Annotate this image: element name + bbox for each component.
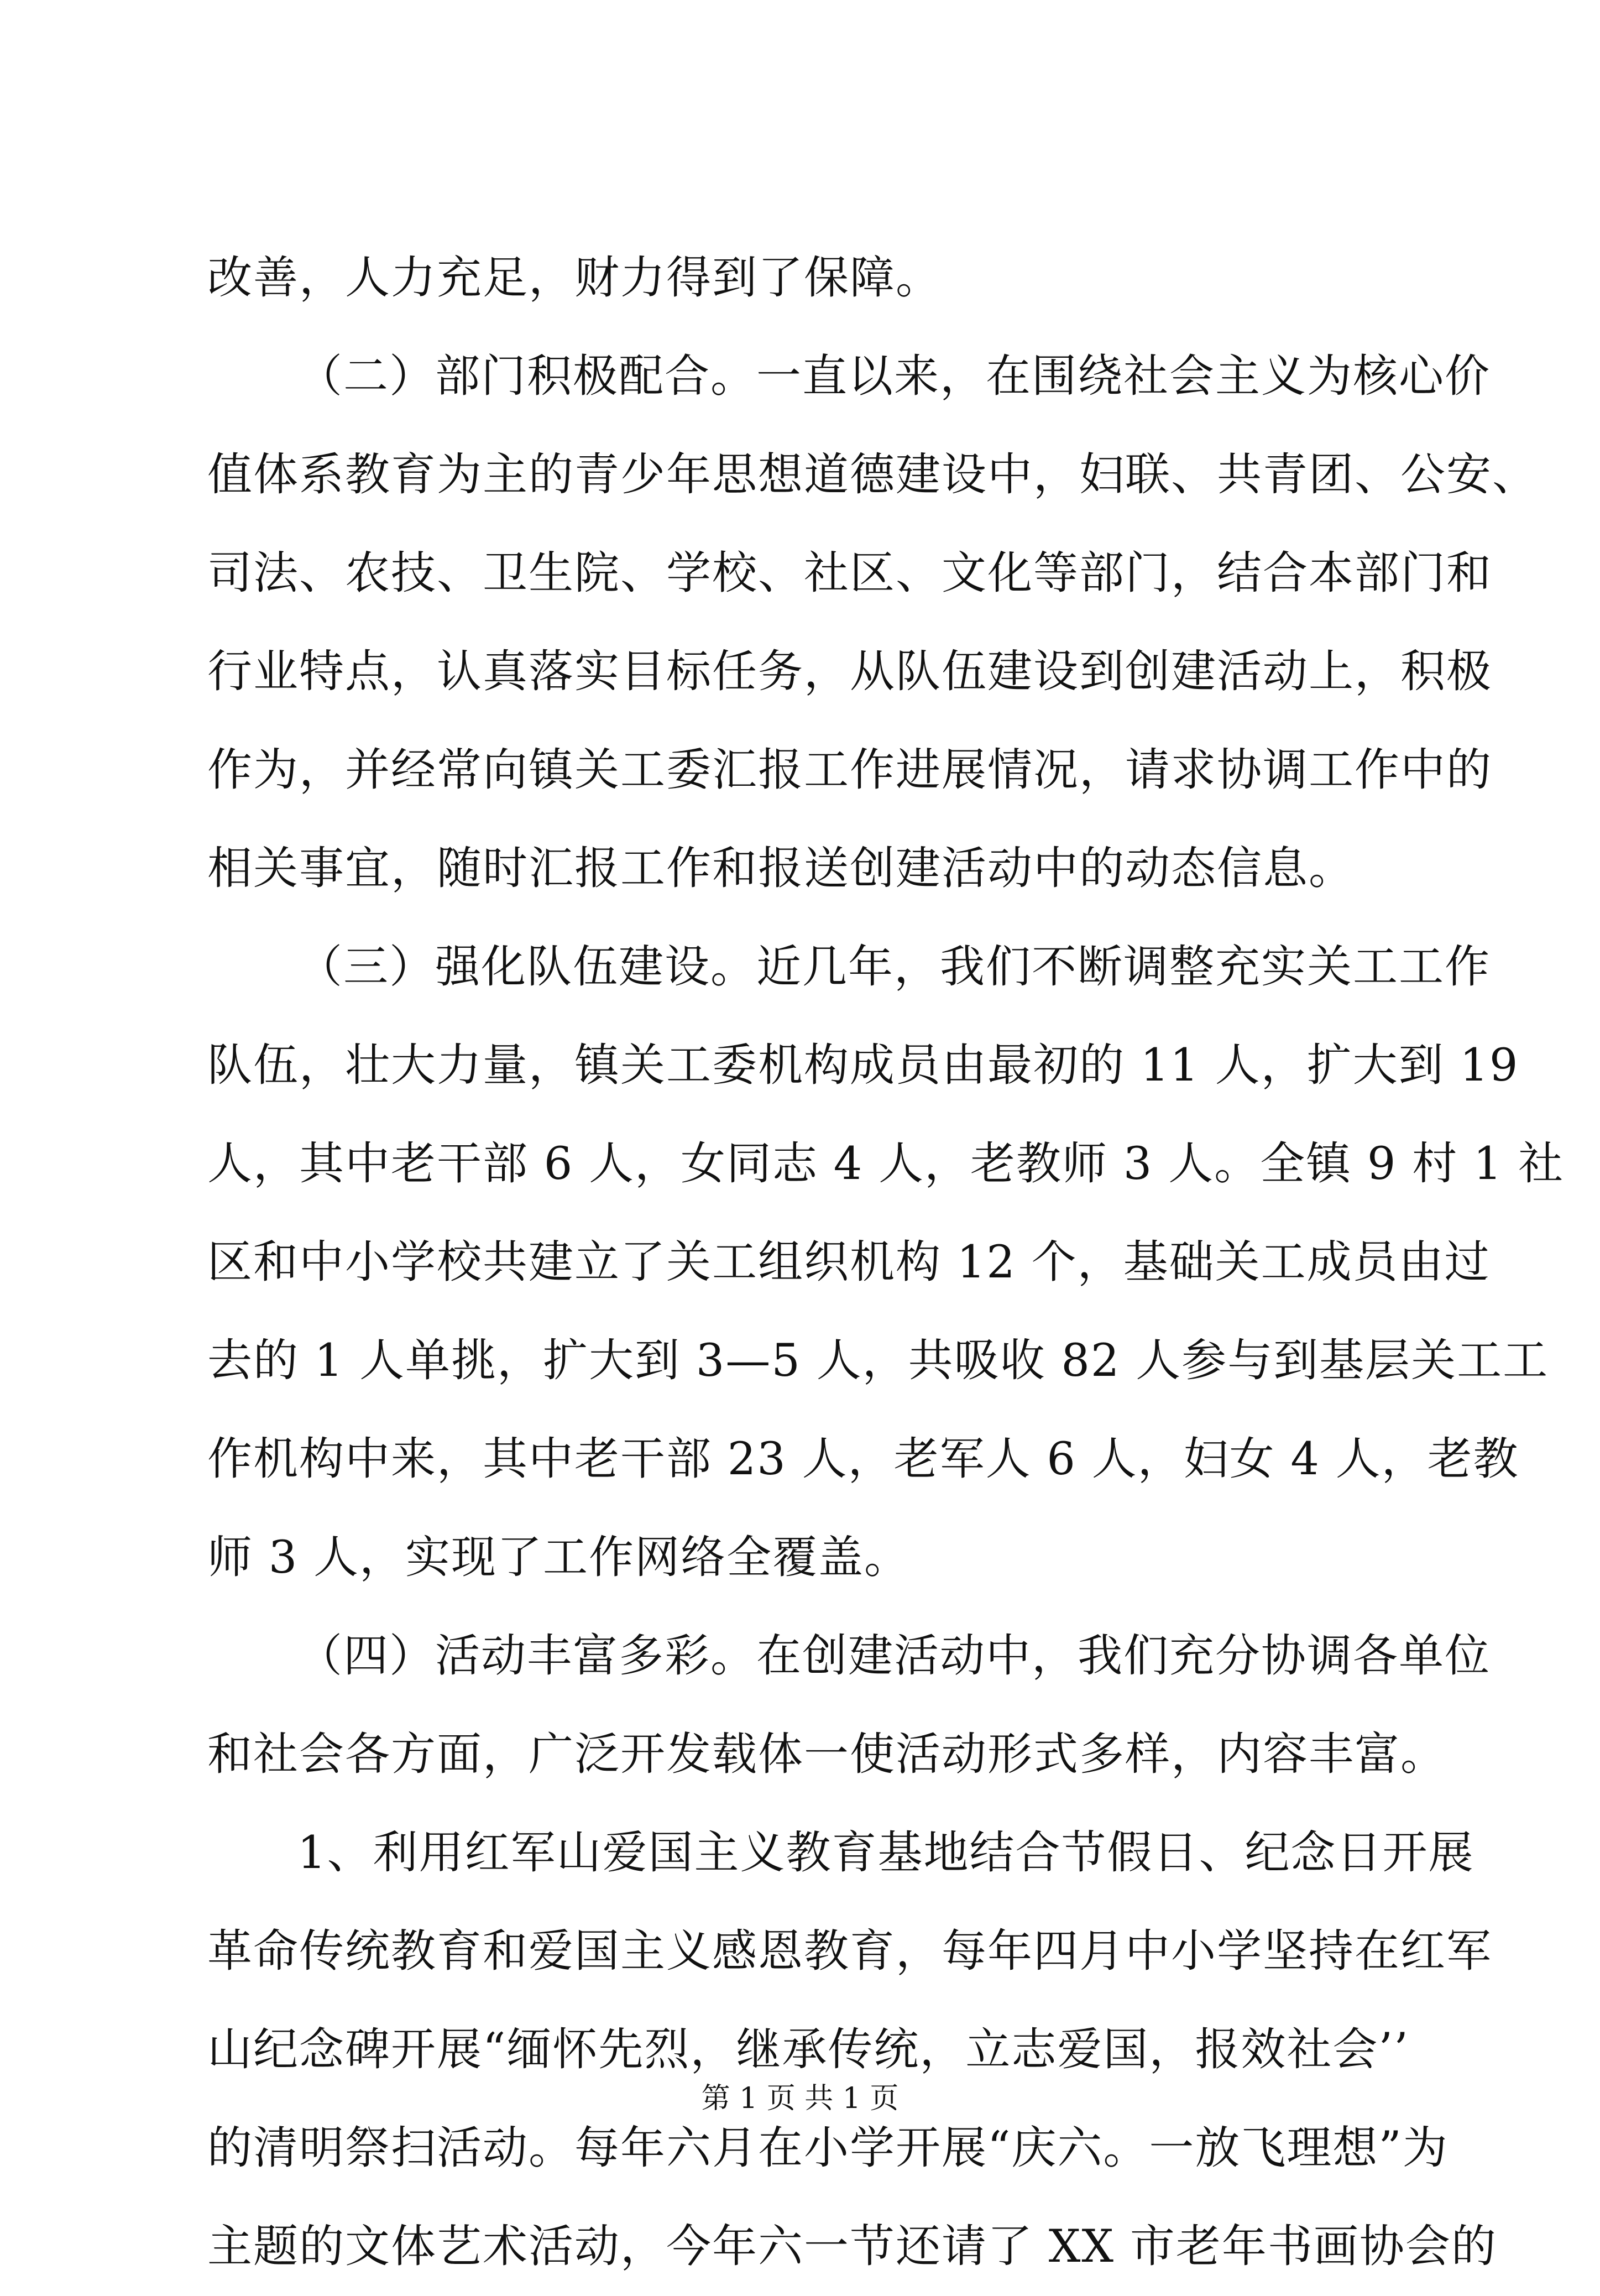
text-line: 作机构中来，其中老干部 23 人，老军人 6 人，妇女 4 人，老教 [207,1433,1519,1485]
text-line: 去的 1 人单挑，扩大到 3—5 人，共吸收 82 人参与到基层关工工 [207,1335,1549,1387]
text-line: 和社会各方面，广泛开发载体一使活动形式多样，内容丰富。 [207,1729,1447,1781]
text-line: 区和中小学校共建立了关工组织机构 12 个，基础关工成员由过 [207,1236,1491,1288]
document-body [207,229,1565,2296]
text-line: 山纪念碑开展“缅怀先烈，继承传统，立志爱国，报效社会’’ [207,2024,1409,2076]
text-line: （三）强化队伍建设。近几年，我们不断调整充实关工工作 [297,941,1491,993]
text-line: 革命传统教育和爱国主义感恩教育，每年四月中小学坚持在红军 [207,1925,1493,1977]
text-line: 行业特点，认真落实目标任务，从队伍建设到创建活动上，积极 [207,646,1493,698]
text-line: 队伍，壮大力量，镇关工委机构成员由最初的 11 人，扩大到 19 [207,1040,1519,1092]
text-line: 改善，人力充足，财力得到了保障。 [207,252,942,304]
text-line: 作为，并经常向镇关工委汇报工作进展情况，请求协调工作中的 [207,744,1493,796]
text-line: 的清明祭扫活动。每年六月在小学开展“庆六。一放飞理想”为 [207,2122,1449,2174]
text-line: 主题的文体艺术活动，今年六一节还请了 XX 市老年书画协会的 [207,2221,1497,2273]
text-line: （四）活动丰富多彩。在创建活动中，我们充分协调各单位 [297,1630,1491,1682]
text-line: 人，其中老干部 6 人，女同志 4 人，老教师 3 人。全镇 9 村 1 社 [207,1138,1565,1190]
page-footer: 第 1 页 共 1 页 [701,2082,899,2115]
text-line: 相关事宜，随时汇报工作和报送创建活动中的动态信息。 [207,843,1355,895]
text-line: 1、利用红军山爱国主义教育基地结合节假日、纪念日开展 [297,1827,1474,1879]
text-line: （二）部门积极配合。一直以来，在围绕社会主义为核心价 [297,351,1491,403]
text-line: 司法、农技、卫生院、学校、社区、文化等部门，结合本部门和 [207,547,1493,599]
text-line: 值体系教育为主的青少年思想道德建设中，妇联、共青团、公安、 [207,449,1539,501]
text-line: 师 3 人，实现了工作网络全覆盖。 [207,1532,911,1584]
